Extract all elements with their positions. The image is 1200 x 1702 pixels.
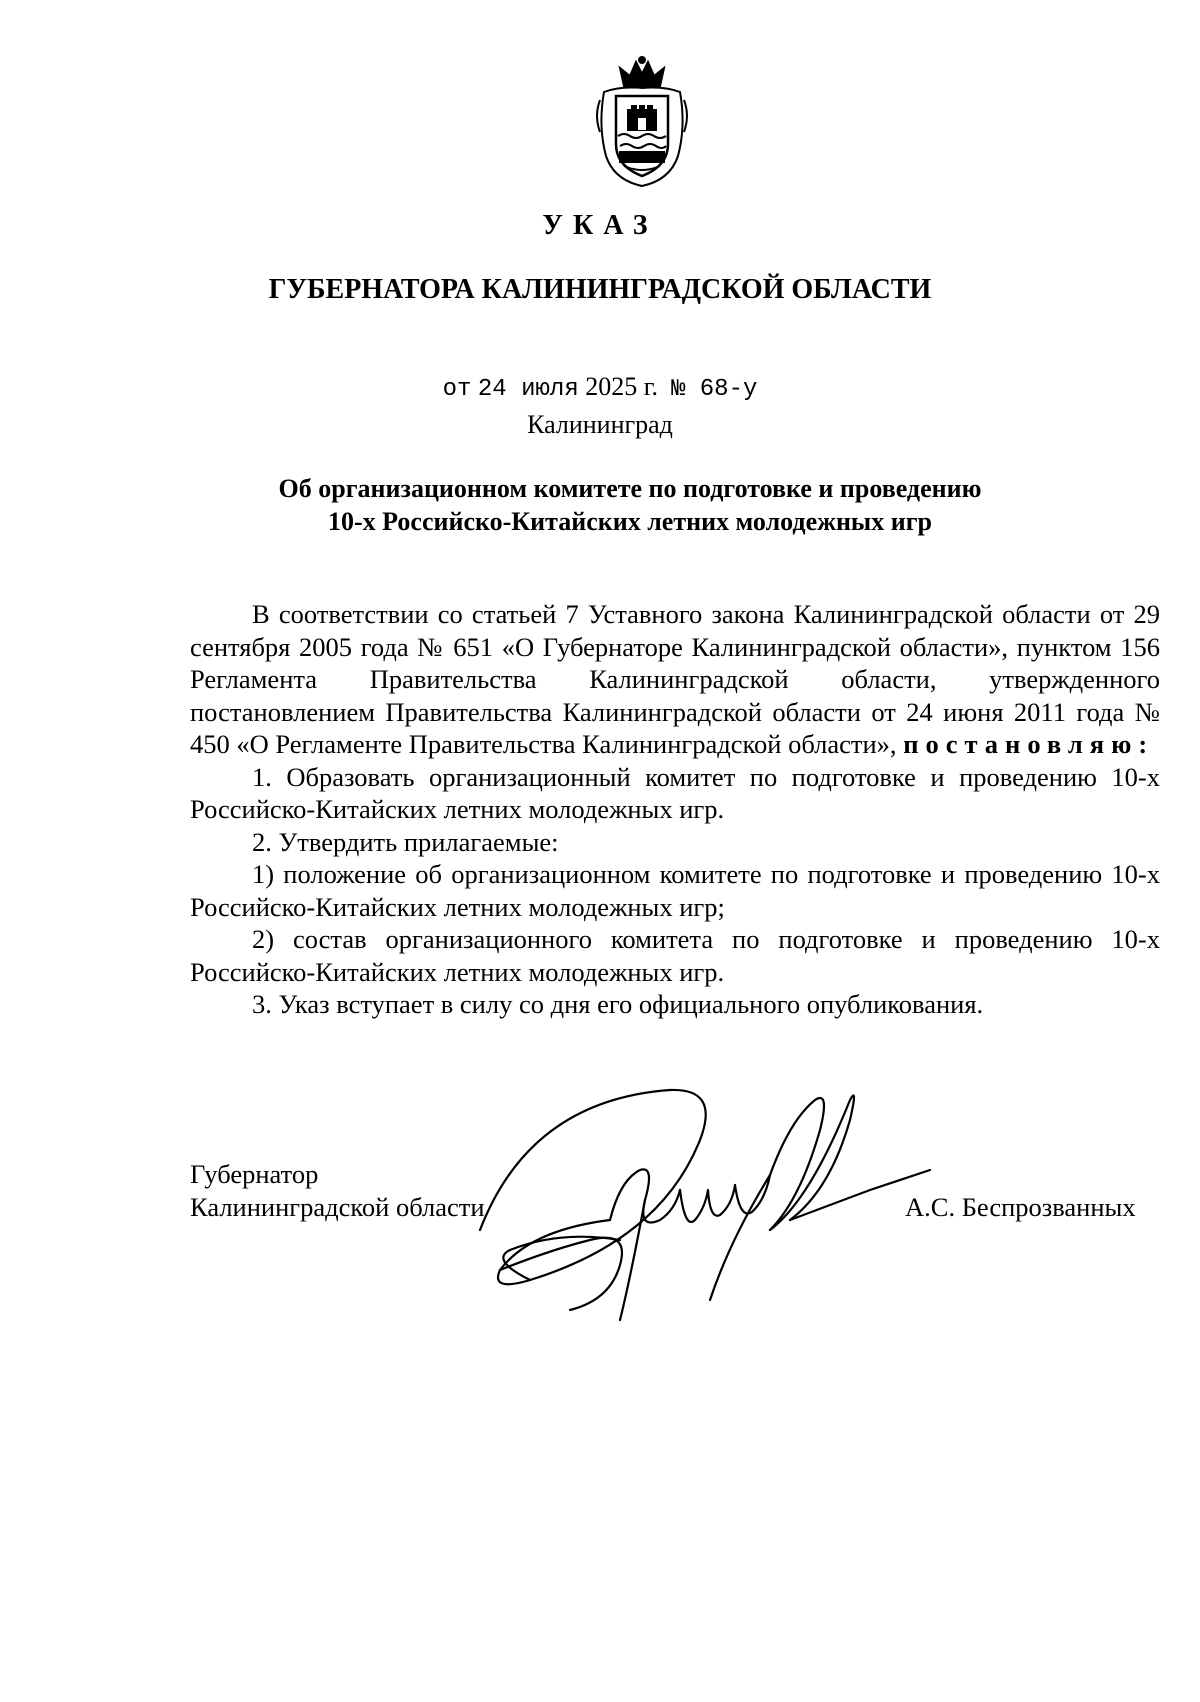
signatory-name: А.С. Беспрозванных xyxy=(905,1192,1136,1222)
document-number: № 68-у xyxy=(670,376,758,403)
preamble-text: В соответствии со статьей 7 Уставного закона Калининградской области от 29 сентября 2005 года № 651 «О Губернаторе Калининградской области», пунктом 156 Регламента Правительства Калининградской области, утвержденного постановлением Правительства Калининградской области от 24 июня 2011 года № 450 «О Регламенте Правительства Калининградской области», xyxy=(190,599,1160,759)
decree-subitem: 2) состав организационного комитета по подготовке и проведению 10-х Российско-Китайских летних молодежных игр. xyxy=(190,924,1160,987)
decree-subject xyxy=(260,472,1000,538)
coat-of-arms-icon xyxy=(594,56,690,190)
subject-line: Об организационном комитете по подготовке и проведению xyxy=(278,474,982,503)
decree-subitem: 1) положение об организационном комитете по подготовке и проведению 10-х Российско-Китайских летних молодежных игр; xyxy=(190,859,1160,922)
subject-line: 10-х Российско-Китайских летних молодежных игр xyxy=(328,507,932,536)
date-prefix: от xyxy=(442,376,472,403)
city: Калининград xyxy=(527,410,673,439)
date-number-line xyxy=(0,372,1200,403)
decree-item: 1. Образовать организационный комитет по подготовке и проведению 10-х Российско-Китайских летних молодежных игр. xyxy=(190,761,1160,824)
preamble-paragraph xyxy=(190,598,1160,761)
issuing-authority: ГУБЕРНАТОРА КАЛИНИНГРАДСКОЙ ОБЛАСТИ xyxy=(268,274,932,305)
signatory-title xyxy=(190,1158,485,1224)
decree-item: 3. Указ вступает в силу со дня его официального опубликования. xyxy=(252,989,984,1019)
decree-word: постановляю: xyxy=(903,729,1155,759)
date-year: 2025 г. xyxy=(585,372,658,401)
decree-item: 2. Утвердить прилагаемые: xyxy=(252,826,559,857)
handwritten-signature-icon xyxy=(470,1080,940,1330)
signatory-title-line: Калининградской области xyxy=(190,1192,485,1222)
decree-body xyxy=(190,598,1160,1021)
document-type: УКАЗ xyxy=(542,210,658,241)
date-day-month: 24 июля xyxy=(477,376,579,403)
signatory-title-line: Губернатор xyxy=(190,1159,319,1189)
